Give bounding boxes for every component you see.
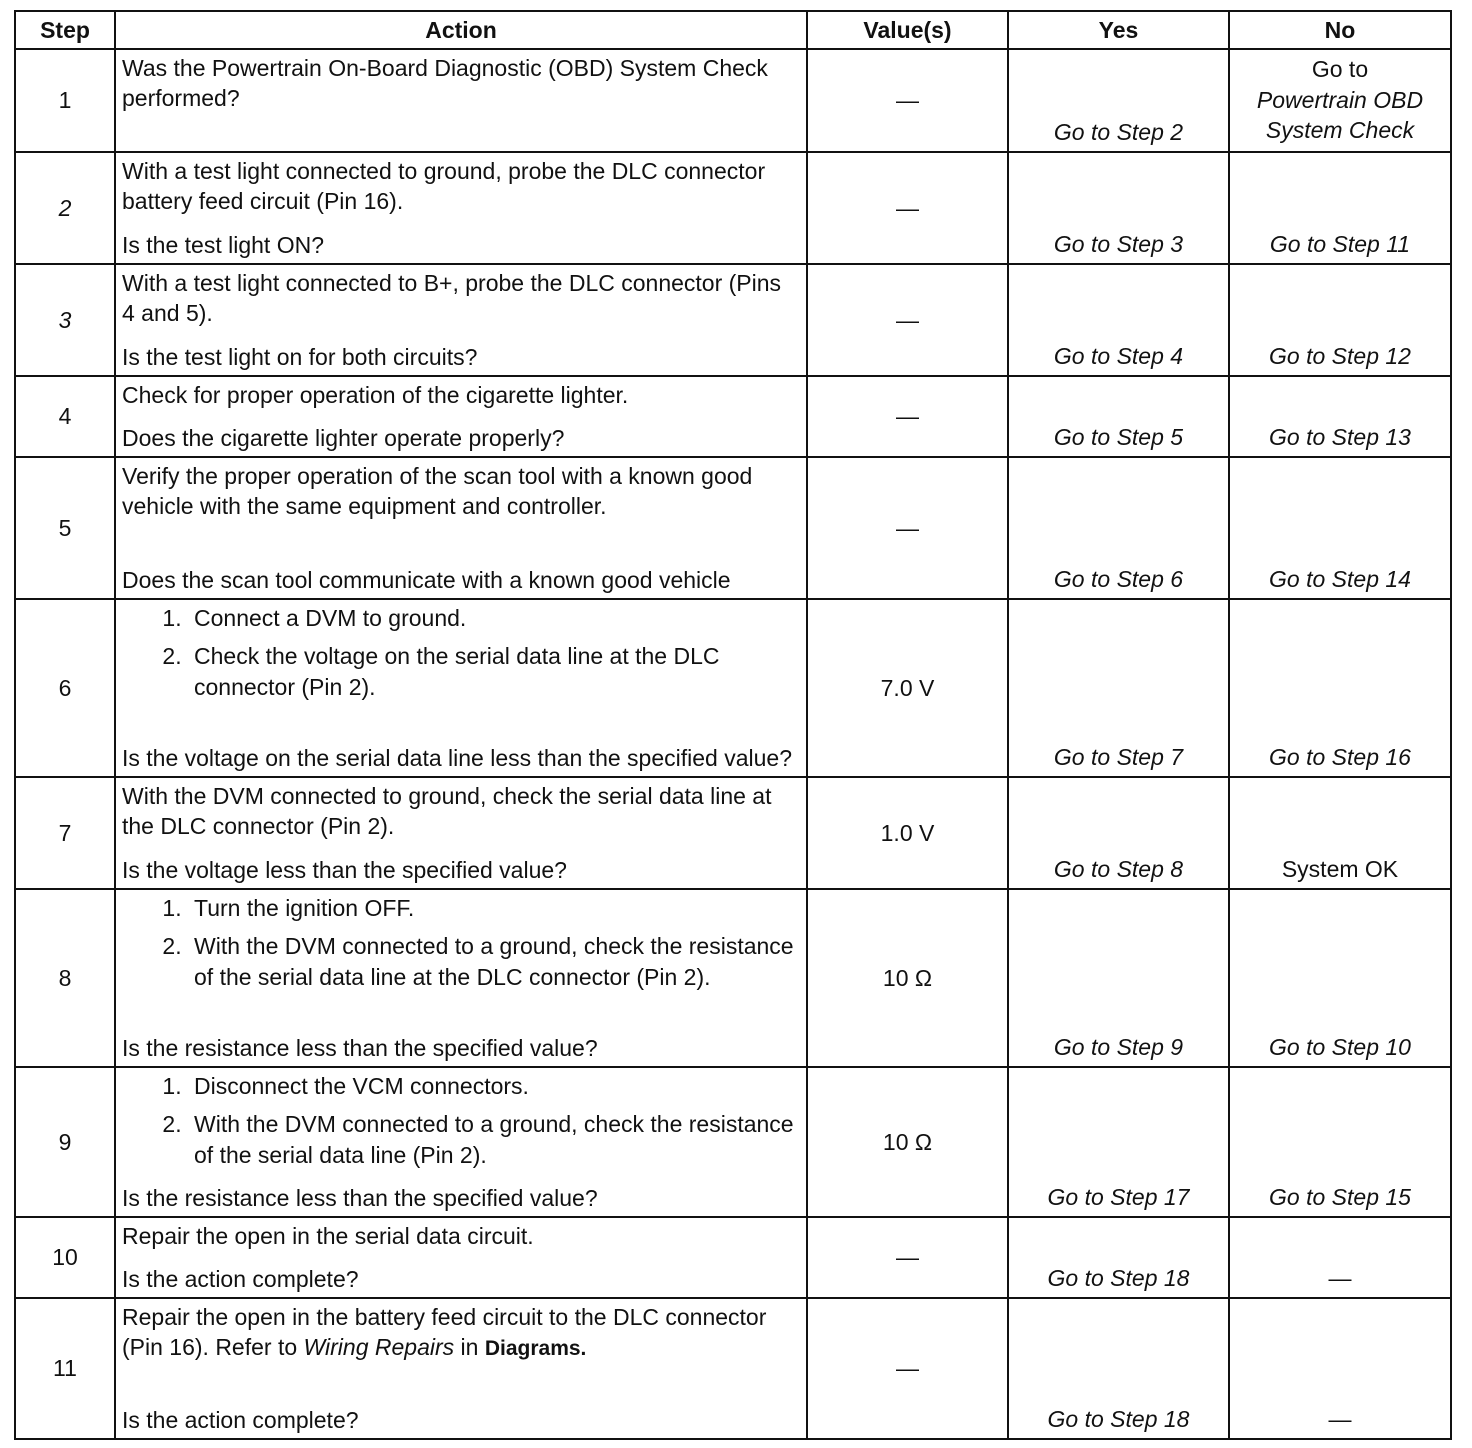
table-row: [15, 1217, 1451, 1298]
no-cell: [1229, 49, 1451, 152]
yes-cell: Go to Step 8: [1008, 777, 1229, 889]
procedure-item: 1. Connect a DVM to ground.: [188, 603, 800, 633]
action-question: Is the resistance less than the specified value?: [122, 1184, 598, 1211]
yes-cell: Go to Step 6: [1008, 457, 1229, 599]
action-cell: [115, 1217, 807, 1298]
action-text-part: in: [454, 1334, 485, 1361]
value-cell: —: [807, 152, 1008, 264]
action-cell: [115, 49, 807, 152]
table-row: [15, 1067, 1451, 1217]
no-cell: —: [1229, 1217, 1451, 1298]
step-number: 10: [15, 1217, 115, 1298]
yes-cell: Go to Step 18: [1008, 1217, 1229, 1298]
yes-cell: Go to Step 17: [1008, 1067, 1229, 1217]
table-row: [15, 599, 1451, 777]
value-cell: —: [807, 1298, 1008, 1439]
action-text: Verify the proper operation of the scan tool with a known good vehicle with the same equipment and controller.: [122, 463, 753, 520]
action-text: Was the Powertrain On-Board Diagnostic (OBD) System Check performed?: [122, 55, 768, 112]
value-cell: —: [807, 457, 1008, 599]
step-number: 11: [15, 1298, 115, 1439]
header-values: Value(s): [807, 11, 1008, 49]
procedure-item: 2. With the DVM connected to a ground, check the resistance of the serial data line at the DLC connector (Pin 2).: [188, 931, 800, 992]
action-question: Is the voltage less than the specified value?: [122, 856, 567, 883]
yes-cell: Go to Step 4: [1008, 264, 1229, 376]
action-text: [122, 1302, 800, 1363]
value-cell: —: [807, 1217, 1008, 1298]
table-row: [15, 457, 1451, 599]
no-prefix: Go to: [1311, 56, 1369, 83]
table-row: [15, 889, 1451, 1067]
procedure-item: 2. With the DVM connected to a ground, check the resistance of the serial data line (Pin 2).: [188, 1109, 800, 1170]
action-text: Repair the open in the serial data circuit.: [122, 1223, 534, 1249]
diagrams-reference: Diagrams.: [484, 1337, 587, 1361]
no-cell: Go to Step 10: [1229, 889, 1451, 1067]
value-cell: —: [807, 49, 1008, 152]
table-row: [15, 777, 1451, 889]
yes-cell: Go to Step 9: [1008, 889, 1229, 1067]
header-step: Step: [15, 11, 115, 49]
action-question: Does the cigarette lighter operate properly?: [122, 424, 565, 451]
no-cell: Go to Step 16: [1229, 599, 1451, 777]
step-number: 6: [15, 599, 115, 777]
action-text: With the DVM connected to ground, check the serial data line at the DLC connector (Pin 2).: [122, 783, 772, 840]
table-row: [15, 264, 1451, 376]
action-text: With a test light connected to B+, probe the DLC connector (Pins 4 and 5).: [122, 270, 782, 327]
step-number: 8: [15, 889, 115, 1067]
action-cell: [115, 376, 807, 457]
yes-cell: Go to Step 18: [1008, 1298, 1229, 1439]
table-row: [15, 376, 1451, 457]
action-cell: [115, 152, 807, 264]
wiring-repairs-reference: Wiring Repairs: [303, 1334, 455, 1361]
table-row: [15, 152, 1451, 264]
step-number: 5: [15, 457, 115, 599]
step-number: 2: [15, 152, 115, 264]
action-question: Is the test light on for both circuits?: [122, 343, 478, 370]
step-number: 3: [15, 264, 115, 376]
action-question: Is the action complete?: [122, 1265, 359, 1292]
procedure-list: [122, 893, 800, 992]
action-question: Is the test light ON?: [122, 231, 324, 258]
action-cell: [115, 264, 807, 376]
no-cell: Go to Step 13: [1229, 376, 1451, 457]
value-cell: —: [807, 264, 1008, 376]
header-action: Action: [115, 11, 807, 49]
action-text: With a test light connected to ground, probe the DLC connector battery feed circuit (Pin 16).: [122, 158, 766, 215]
no-cell: —: [1229, 1298, 1451, 1439]
value-cell: 7.0 V: [807, 599, 1008, 777]
value-cell: 1.0 V: [807, 777, 1008, 889]
procedure-item: 1. Disconnect the VCM connectors.: [188, 1071, 800, 1101]
header-yes: Yes: [1008, 11, 1229, 49]
header-row: [15, 11, 1451, 49]
action-cell: [115, 599, 807, 777]
no-cell: System OK: [1229, 777, 1451, 889]
value-cell: —: [807, 376, 1008, 457]
procedure-item: 1. Turn the ignition OFF.: [188, 893, 800, 923]
no-cell: Go to Step 12: [1229, 264, 1451, 376]
action-cell: [115, 889, 807, 1067]
action-question: Is the action complete?: [122, 1406, 359, 1433]
step-number: 4: [15, 376, 115, 457]
no-cell: Go to Step 14: [1229, 457, 1451, 599]
yes-cell: Go to Step 2: [1008, 49, 1229, 152]
action-text-part: Repair the open in the battery feed circuit to the DLC connector (Pin 16). Refer to: [122, 1304, 767, 1361]
no-reference: Powertrain OBD System Check: [1256, 86, 1424, 144]
action-question: Is the voltage on the serial data line less than the specified value?: [122, 744, 792, 771]
action-cell: [115, 1298, 807, 1439]
yes-cell: Go to Step 3: [1008, 152, 1229, 264]
procedure-item: 2. Check the voltage on the serial data line at the DLC connector (Pin 2).: [188, 641, 800, 702]
action-question: Is the resistance less than the specified value?: [122, 1034, 598, 1061]
action-text: Check for proper operation of the cigarette lighter.: [122, 382, 629, 408]
yes-cell: Go to Step 5: [1008, 376, 1229, 457]
no-cell: Go to Step 11: [1229, 152, 1451, 264]
value-cell: 10 Ω: [807, 1067, 1008, 1217]
no-cell: Go to Step 15: [1229, 1067, 1451, 1217]
step-number: 9: [15, 1067, 115, 1217]
diagnostic-table: [14, 10, 1452, 1440]
step-number: 1: [15, 49, 115, 152]
procedure-list: [122, 603, 800, 702]
value-cell: 10 Ω: [807, 889, 1008, 1067]
action-cell: [115, 1067, 807, 1217]
table-row: [15, 49, 1451, 152]
yes-cell: Go to Step 7: [1008, 599, 1229, 777]
step-number: 7: [15, 777, 115, 889]
table-row: [15, 1298, 1451, 1439]
header-no: No: [1229, 11, 1451, 49]
procedure-list: [122, 1071, 800, 1170]
action-cell: [115, 777, 807, 889]
action-question: Does the scan tool communicate with a known good vehicle: [122, 566, 731, 593]
action-cell: [115, 457, 807, 599]
